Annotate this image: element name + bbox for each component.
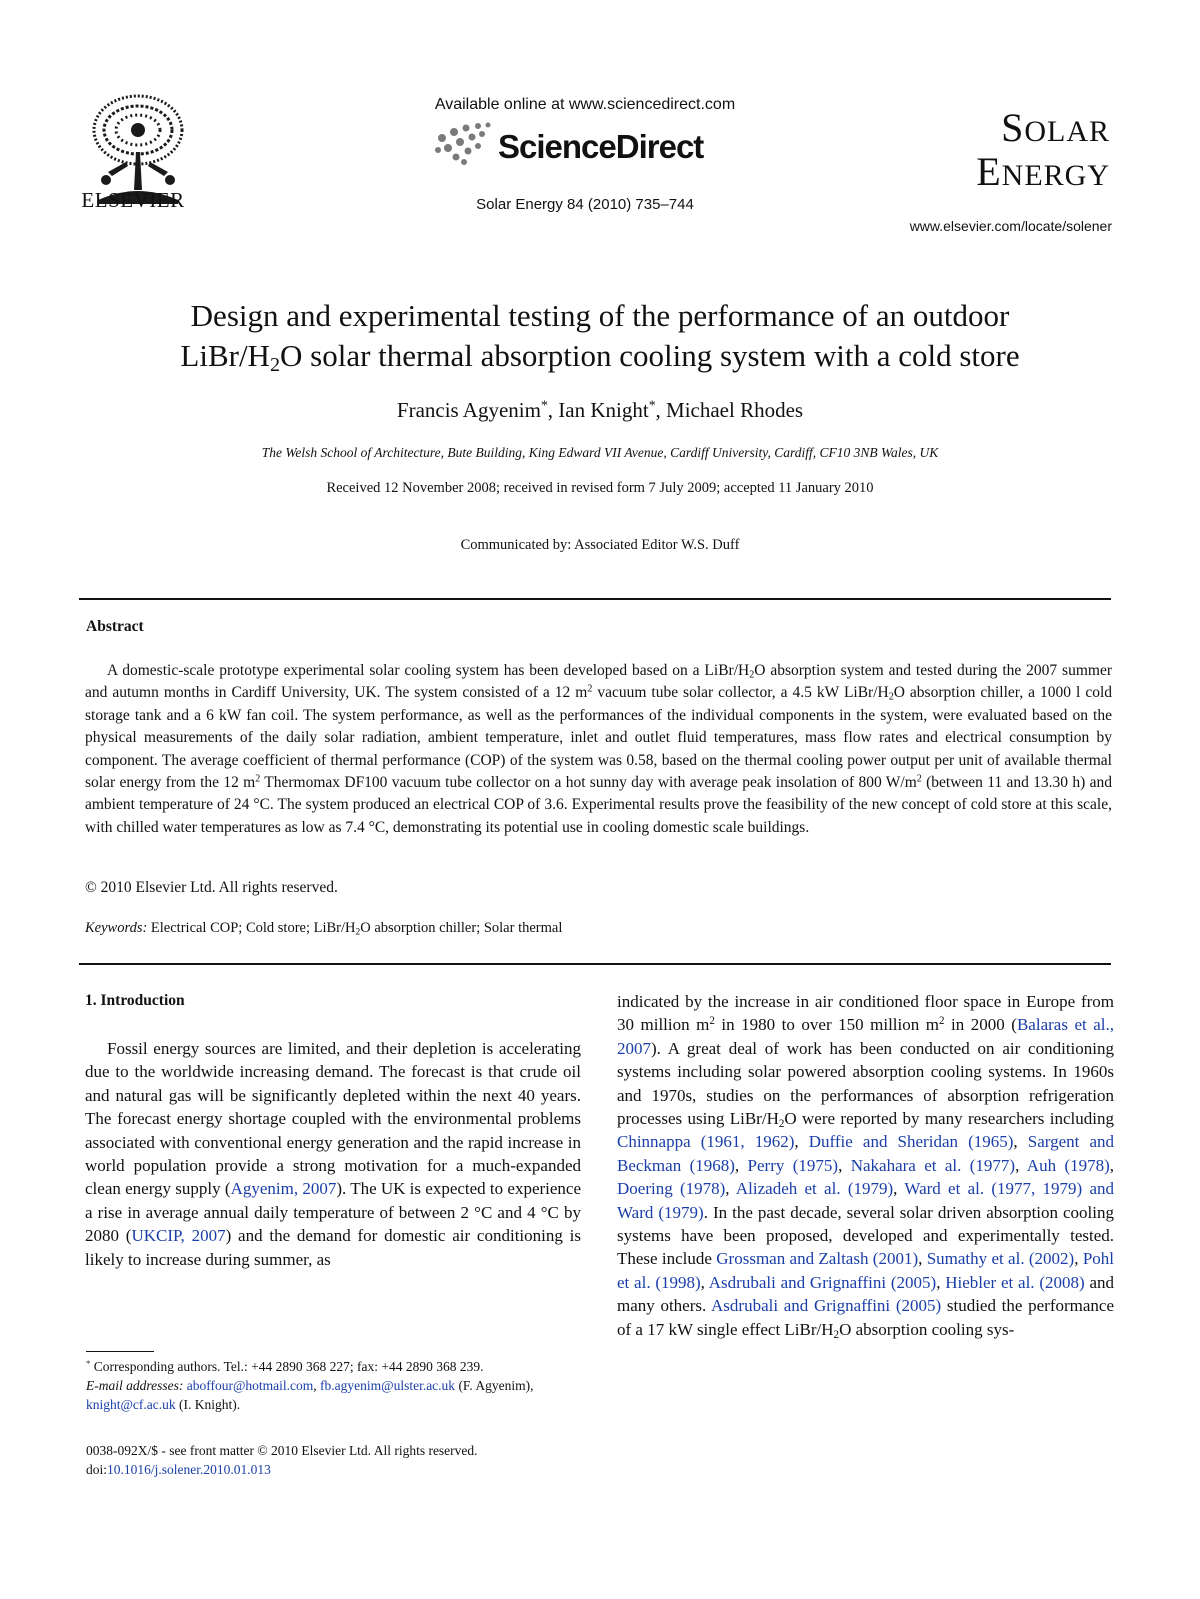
citation-link[interactable]: Grossman and Zaltash (2001) — [716, 1249, 919, 1269]
authors: Francis Agyenim*, Ian Knight*, Michael Rhodes — [396, 397, 804, 422]
citation-link[interactable]: Asdrubali and Grignaffini (2005) — [708, 1272, 937, 1292]
sciencedirect-logo: ScienceDirect — [498, 128, 704, 165]
journal-title-rest: NERGY — [1001, 159, 1110, 192]
abstract-heading: Abstract — [86, 618, 144, 635]
citation-link[interactable]: UKCIP, 2007 — [131, 1226, 226, 1246]
citation-link[interactable]: Sumathy et al. (2002) — [926, 1249, 1075, 1269]
citation-link[interactable]: Asdrubali and Grignaffini (2005) — [711, 1296, 942, 1316]
communicated-by: Communicated by: Associated Editor W.S. Duff — [460, 537, 740, 553]
divider — [79, 598, 1111, 600]
author-name[interactable]: Michael Rhodes — [666, 398, 804, 422]
body-text-right-column: indicated by the increase in air conditioned floor space in Europe from 30 million $m^2$ in 1980 to over 150 million $m^2$ in 2000 (Balaras et al., 2007). A great deal of work has been conducted on air conditioning systems including solar powered absorption cooling systems. In 1960s and 1970s, studies on the performances of absorption refrigeration processes using LiBr/$H_2O$ were reported by many researchers including Chinnappa (1961, 1962), Duffie and Sheridan (1965), Sargent and Beckman (1968), Perry (1975), Nakahara et al. (1977), Auh (1978), Doering (1978), Alizadeh et al. (1979), Ward et al. (1977, 1979) and Ward (1979). In the past decade, several solar driven absorption cooling systems have been proposed, developed and experimentally tested. These include Grossman and Zaltash (2001), Sumathy et al. (2002), Pohl et al. (1998), Asdrubali and Grignaffini (2005), Hiebler et al. (2008) and many others. Asdrubali and Grignaffini (2005) studied the performance of a 17 kW single effect LiBr/$H_2O$ absorption cooling sys- — [617, 992, 1115, 1341]
received-dates: Received 12 November 2008; received in revised form 7 July 2009; accepted 11 January 2010 — [326, 480, 874, 496]
citation-link[interactable]: Duffie and Sheridan (1965) — [808, 1132, 1014, 1152]
citation-link[interactable]: Pohl et al. (1998) — [617, 1249, 1114, 1292]
journal-title-rest: OLAR — [1024, 115, 1110, 148]
email-link[interactable]: knight@cf.ac.uk — [86, 1397, 176, 1412]
journal-citation: Solar Energy 84 (2010) 735–744 — [476, 196, 694, 213]
citation-link[interactable]: Hiebler et al. (2008) — [945, 1272, 1085, 1292]
citation-link[interactable]: Doering (1978) — [617, 1179, 726, 1199]
citation-link[interactable]: Chinnappa (1961, 1962) — [617, 1132, 795, 1152]
citation-link[interactable]: Ward et al. (1977, 1979) and Ward (1979) — [617, 1179, 1115, 1222]
front-matter: 0038-092X/$ - see front matter © 2010 Elsevier Ltd. All rights reserved. doi:10.1016/j.solener.2010.01.013 — [86, 1443, 478, 1477]
citation-link[interactable]: Perry (1975) — [747, 1155, 839, 1175]
email-link[interactable]: fb.agyenim@ulster.ac.uk — [320, 1378, 456, 1393]
email-link[interactable]: aboffour@hotmail.com — [186, 1378, 314, 1393]
doi-link[interactable]: 10.1016/j.solener.2010.01.013 — [107, 1462, 271, 1477]
paper-title — [80, 296, 1120, 376]
abstract-text: A domestic-scale prototype experimental solar cooling system has been developed based on a LiBr/$H_2O$ absorption system and tested during the 2007 summer and autumn months in Cardiff University, UK. The system consisted of a 12 $m^2$ vacuum tube solar collector, a 4.5 kW LiBr/$H_2O$ absorption chiller, a 1000 l cold storage tank and a 6 kW fan coil. The system performance, as well as the performances of the individual components in the system, were evaluated based on the physical measurements of the daily solar radiation, ambient temperature, inlet and outlet fluid temperatures, mass flow rates and electrical consumption by component. The average coefficient of thermal performance (COP) of the system was 0.58, based on the thermal cooling power output per unit of available thermal solar energy from the 12 $m^2$ Thermomax DF100 vacuum tube collector on a hot sunny day with average peak insolation of 800 $W/m^2$ (between 11 and 13.30 h) and ambient temperature of 24 °C. The system produced an electrical COP of 3.6. Experimental results prove the feasibility of the new concept of cold store at this scale, with chilled water temperatures as low as 7.4 °C, demonstrating its potential use in cooling domestic scale buildings. — [85, 662, 1112, 836]
footnote: * Corresponding authors. Tel.: +44 2890 368 227; fax: +44 2890 368 239. E-mail addresses: aboffour@hotmail.com, fb.agyenim@ulster.ac.uk (F. Agyenim), knight@cf.ac.uk (I. Knight). — [86, 1358, 534, 1412]
corresponding-mark[interactable]: * — [540, 397, 548, 413]
journal-title-cap: E — [976, 149, 1002, 194]
section-heading: 1. Introduction — [85, 992, 185, 1009]
citation-link[interactable]: Balaras et al., 2007 — [617, 1015, 1115, 1058]
publisher-name: ELSEVIER — [81, 188, 185, 212]
citation-link[interactable]: Nakahara et al. (1977) — [850, 1155, 1016, 1175]
corresponding-mark[interactable]: * — [648, 397, 656, 413]
journal-title — [930, 105, 1110, 196]
citation-link[interactable]: Auh (1978) — [1026, 1155, 1110, 1175]
body-text-left-column: Fossil energy sources are limited, and their depletion is accelerating due to the worldwide increasing demand. The forecast is that crude oil and natural gas will be significantly depleted within the next 40 years. The forecast energy shortage coupled with the environmental problems associated with conventional energy generation and the rapid increase in world population provide a strong motivation for a much-expanded clean energy supply (Agyenim, 2007). The UK is expected to experience a rise in average annual daily temperature of between 2 °C and 4 °C by 2080 (UKCIP, 2007) and the demand for domestic air conditioning is likely to increase during summer, as — [85, 1039, 582, 1269]
author-name[interactable]: Ian Knight — [558, 398, 649, 422]
citation-link[interactable]: Sargent and Beckman (1968) — [617, 1132, 1115, 1175]
footnote-divider — [86, 1351, 154, 1352]
journal-title-cap: S — [1001, 105, 1025, 150]
citation-link[interactable]: Agyenim, 2007 — [230, 1179, 337, 1199]
abstract-copyright: © 2010 Elsevier Ltd. All rights reserved. — [85, 879, 338, 896]
affiliation: The Welsh School of Architecture, Bute Building, King Edward VII Avenue, Cardiff University, Cardiff, CF10 3NB Wales, UK — [261, 445, 939, 460]
paper-title-line: Design and experimental testing of the performance of an outdoor — [190, 298, 1010, 333]
keywords: Keywords: Electrical COP; Cold store; LiBr/$H_2O$ absorption chiller; Solar thermal — [85, 920, 563, 938]
citation-link[interactable]: Alizadeh et al. (1979) — [735, 1179, 894, 1199]
available-online: Available online at www.sciencedirect.com — [434, 96, 736, 113]
author-name[interactable]: Francis Agyenim — [396, 398, 541, 422]
paper-title-line: LiBr/$H_2O$ solar thermal absorption cooling system with a cold store — [180, 338, 1020, 377]
journal-url[interactable]: www.elsevier.com/locate/solener — [909, 218, 1112, 234]
divider — [79, 963, 1111, 965]
